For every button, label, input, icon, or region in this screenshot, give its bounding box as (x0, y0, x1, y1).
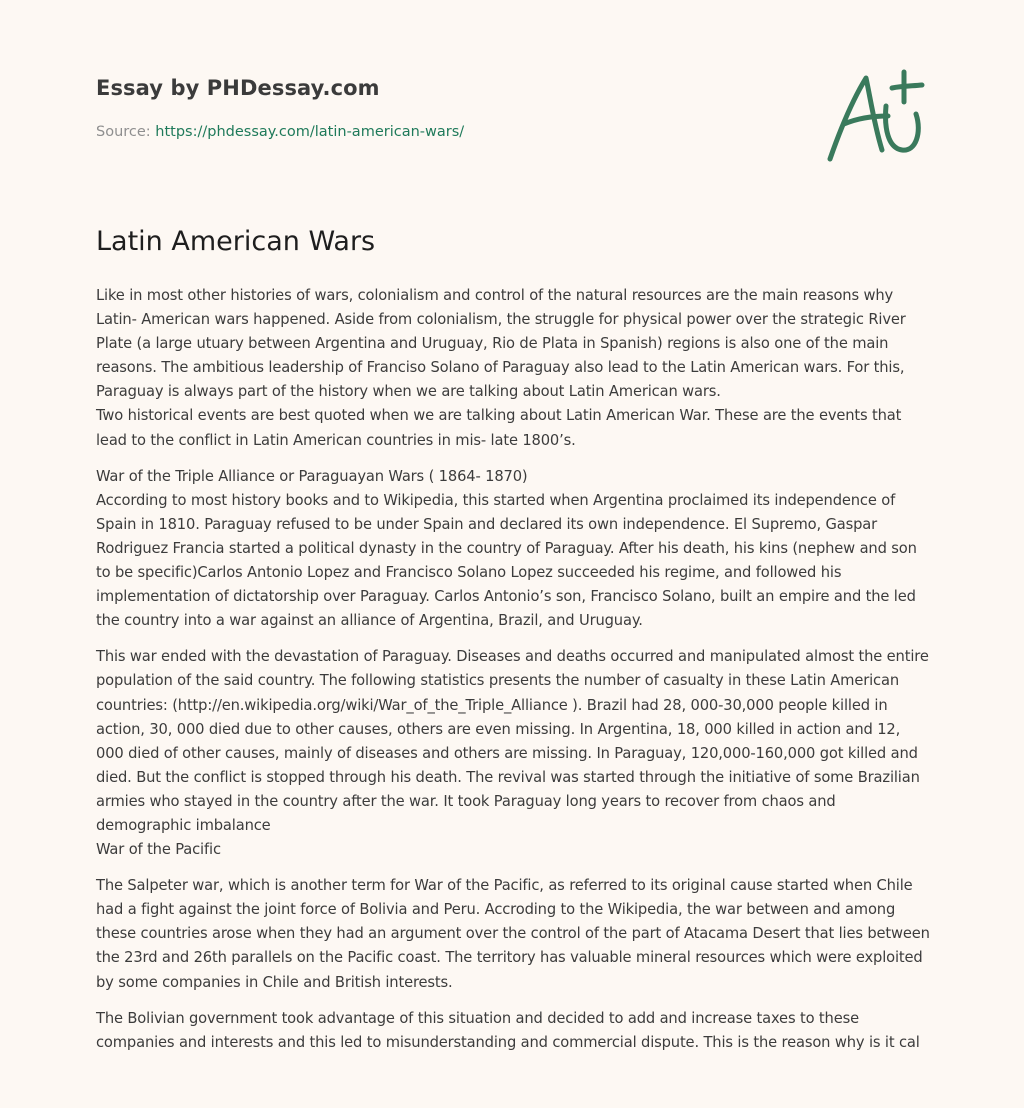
paragraph-line: Like in most other histories of wars, colonialism and control of the natural resources are the main reasons why Latin- American wars happened. Aside from colonialism, the struggle for physical power over the strategic River Plate (a large utuary between Argentina and Uruguay, Rio de Plata in Spanish) regions is also one of the main reasons. The ambitious leadership of Franciso Solano of Paraguay also lead to the Latin American wars. For this, Paraguay is always part of the history when we are talking about Latin American wars. (96, 287, 906, 401)
paragraph-line: This war ended with the devastation of Paraguay. Diseases and deaths occurred and manipulated almost the entire population of the said country. The following statistics presents the number of casualty in these Latin American countries: (http://en.wikipedia.org/wiki/War_of_the_Triple_Alliance ). Brazil had 28, 000-30,000 people killed in action, 30, 000 died due to other causes, others are even missing. In Argentina, 18, 000 killed in action and 12, 000 died of other causes, mainly of diseases and others are missing. In Paraguay, 120,000-160,000 got killed and died. But the conflict is stopped through his death. The revival was started through the initiative of some Brazilian armies who stayed in the country after the war. It took Paraguay long years to recover from chaos and demographic imbalance (96, 648, 929, 834)
paragraph (96, 874, 932, 994)
paragraph (96, 1007, 932, 1055)
paragraph-line: According to most history books and to Wikipedia, this started when Argentina proclaimed its independence of Spain in 1810. Paraguay refused to be under Spain and declared its own independence. El Supremo, Gaspar Rodriguez Francia started a political dynasty in the country of Paraguay. After his death, his kins (nephew and son to be specific)Carlos Antonio Lopez and Francisco Solano Lopez succeeded his regime, and followed his implementation of dictatorship over Paraguay. Carlos Antonio’s son, Francisco Solano, built an empire and the led the country into a war against an alliance of Argentina, Brazil, and Uruguay. (96, 491, 917, 630)
essay-body (96, 284, 932, 1067)
paragraph-line: The Salpeter war, which is another term for War of the Pacific, as referred to its original cause started when Chile had a fight against the joint force of Bolivia and Peru. Accroding to the Wikipedia, the war between and among these countries arose when they had an argument over the control of the part of Atacama Desert that lies between the 23rd and 26th parallels on the Pacific coast. The territory has valuable mineral resources which were exploited by some companies in Chile and British interests. (96, 877, 930, 991)
site-title: Essay by PHDessay.com (96, 76, 380, 100)
paragraph (96, 465, 932, 634)
paragraph (96, 645, 932, 862)
section-heading-pacific: War of the Pacific (96, 841, 221, 859)
paragraph-line: The Bolivian government took advantage of this situation and decided to add and increase taxes to these companies and interests and this led to misunderstanding and commercial dispute. This is the reason why is it cal (96, 1009, 920, 1051)
source-label: Source: (96, 124, 156, 140)
paragraph (96, 284, 932, 453)
essay-title: Latin American Wars (96, 226, 376, 257)
paragraph-line: Two historical events are best quoted when we are talking about Latin American War. These are the events that lead to the conflict in Latin American countries in mis- late 1800’s. (96, 407, 902, 449)
section-heading-triple-alliance: War of the Triple Alliance or Paraguayan Wars ( 1864- 1870) (96, 467, 528, 485)
source-line (96, 124, 464, 140)
a-plus-logo-icon (822, 66, 932, 166)
source-link[interactable]: https://phdessay.com/latin-american-wars/ (155, 124, 465, 140)
